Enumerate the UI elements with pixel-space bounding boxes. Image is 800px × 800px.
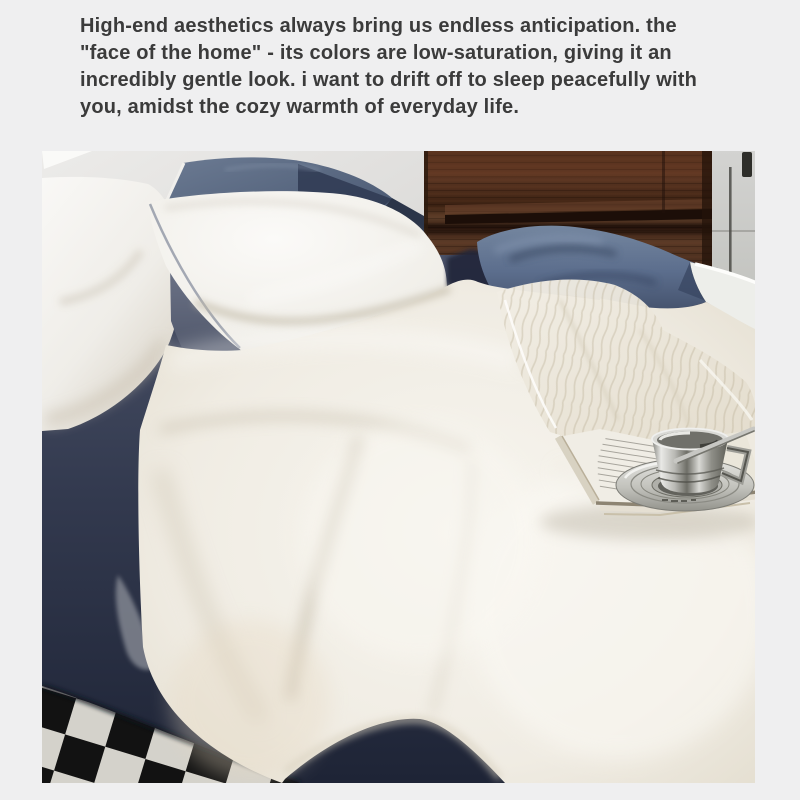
caption-line-1: High-end aesthetics always bring us endless anticipation. the xyxy=(80,15,677,37)
wall-gap-seam xyxy=(712,230,755,232)
caption-line-2: "face of the home" - its colors are low-saturation, giving it an xyxy=(80,42,672,64)
caption-line-4: you, amidst the cozy warmth of everyday life. xyxy=(80,96,520,118)
dresser-grain-line xyxy=(662,151,665,213)
caption-line-3: incredibly gentle look. i want to drift off to sleep peacefully with xyxy=(80,69,697,91)
dresser-top-sheen xyxy=(424,151,712,177)
door-notch xyxy=(742,152,752,177)
